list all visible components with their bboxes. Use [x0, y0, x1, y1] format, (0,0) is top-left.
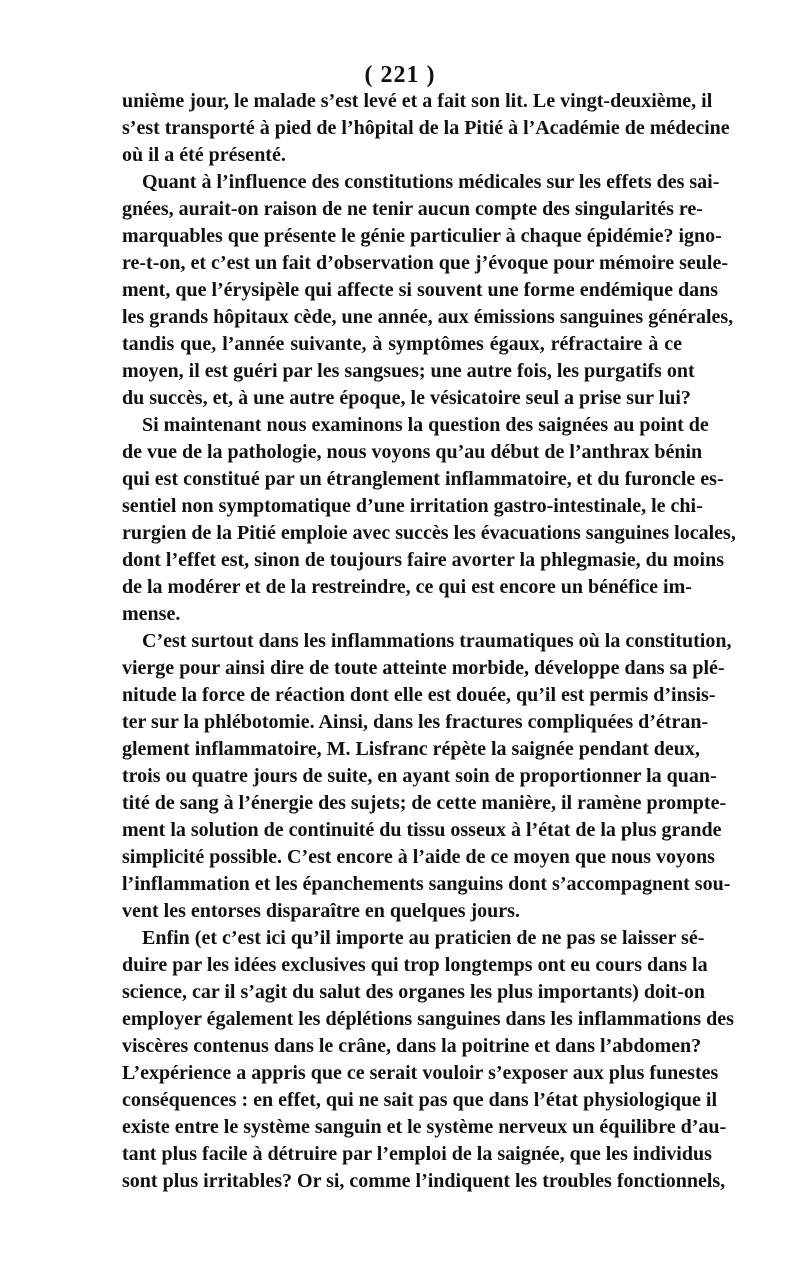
- text-line: L’expérience a appris que ce serait vouloir s’exposer aux plus funestes: [122, 1062, 719, 1084]
- page-number: ( 221 ): [364, 62, 436, 88]
- text-line: sentiel non symptomatique d’une irritation gastro-intestinale, le chi-: [122, 495, 703, 517]
- text-line: nitude la force de réaction dont elle est douée, qu’il est permis d’insis-: [122, 684, 716, 706]
- text-line: qui est constitué par un étranglement inflammatoire, et du furoncle es-: [122, 468, 724, 490]
- text-line: sont plus irritables? Or si, comme l’indiquent les troubles fonctionnels,: [122, 1170, 726, 1192]
- text-line: existe entre le système sanguin et le système nerveux un équilibre d’au-: [122, 1116, 727, 1138]
- text-line: ment, que l’érysipèle qui affecte si souvent une forme endémique dans: [122, 279, 719, 301]
- text-line: dont l’effet est, sinon de toujours faire avorter la phlegmasie, du moins: [122, 549, 725, 571]
- text-line: de la modérer et de la restreindre, ce qui est encore un bénéfice im-: [122, 576, 692, 598]
- text-line: Enfin (et c’est ici qu’il importe au praticien de ne pas se laisser sé-: [142, 927, 705, 949]
- text-line: où il a été présenté.: [122, 144, 286, 166]
- text-line: marquables que présente le génie particulier à chaque épidémie? igno-: [122, 225, 722, 247]
- text-line: duire par les idées exclusives qui trop longtemps ont eu cours dans la: [122, 954, 708, 976]
- text-line: rurgien de la Pitié emploie avec succès les évacuations sanguines locales,: [122, 522, 736, 544]
- text-line: glement inflammatoire, M. Lisfranc répète la saignée pendant deux,: [122, 738, 700, 760]
- text-line: vent les entorses disparaître en quelques jours.: [122, 900, 520, 922]
- text-line: viscères contenus dans le crâne, dans la poitrine et dans l’abdomen?: [122, 1035, 702, 1057]
- text-line: s’est transporté à pied de l’hôpital de la Pitié à l’Académie de médecine: [122, 117, 730, 139]
- text-line: science, car il s’agit du salut des organes les plus importants) doit-on: [122, 981, 705, 1003]
- text-line: re-t-on, et c’est un fait d’observation que j’évoque pour mémoire seule-: [122, 252, 729, 274]
- text-line: Si maintenant nous examinons la question des saignées au point de: [142, 414, 709, 436]
- text-line: tandis que, l’année suivante, à symptômes égaux, réfractaire à ce: [122, 333, 682, 355]
- text-line: les grands hôpitaux cède, une année, aux émissions sanguines générales,: [122, 306, 734, 328]
- body-text: [122, 88, 736, 1195]
- text-line: mense.: [122, 603, 181, 625]
- text-line: moyen, il est guéri par les sangsues; une autre fois, les purgatifs ont: [122, 360, 695, 382]
- text-line: vierge pour ainsi dire de toute atteinte morbide, développe dans sa plé-: [122, 657, 725, 679]
- text-line: ter sur la phlébotomie. Ainsi, dans les fractures compliquées d’étran-: [122, 711, 709, 733]
- text-line: employer également les déplétions sanguines dans les inflammations des: [122, 1008, 734, 1030]
- text-line: tité de sang à l’énergie des sujets; de cette manière, il ramène prompte-: [122, 792, 727, 814]
- text-line: gnées, aurait-on raison de ne tenir aucun compte des singularités re-: [122, 198, 703, 220]
- text-line: tant plus facile à détruire par l’emploi de la saignée, que les individus: [122, 1143, 712, 1165]
- text-line: de vue de la pathologie, nous voyons qu’au début de l’anthrax bénin: [122, 441, 703, 463]
- text-line: simplicité possible. C’est encore à l’aide de ce moyen que nous voyons: [122, 846, 715, 868]
- text-line: unième jour, le malade s’est levé et a fait son lit. Le vingt-deuxième, il: [122, 90, 713, 112]
- text-line: trois ou quatre jours de suite, en ayant soin de proportionner la quan-: [122, 765, 717, 787]
- text-line: du succès, et, à une autre époque, le vésicatoire seul a prise sur lui?: [122, 387, 691, 409]
- text-line: Quant à l’influence des constitutions médicales sur les effets des sai-: [142, 171, 720, 193]
- text-line: C’est surtout dans les inflammations traumatiques où la constitution,: [142, 630, 732, 652]
- text-line: ment la solution de continuité du tissu osseux à l’état de la plus grande: [122, 819, 722, 841]
- text-line: l’inflammation et les épanchements sanguins dont s’accompagnent sou-: [122, 873, 731, 895]
- text-line: conséquences : en effet, qui ne sait pas que dans l’état physiologique il: [122, 1089, 718, 1111]
